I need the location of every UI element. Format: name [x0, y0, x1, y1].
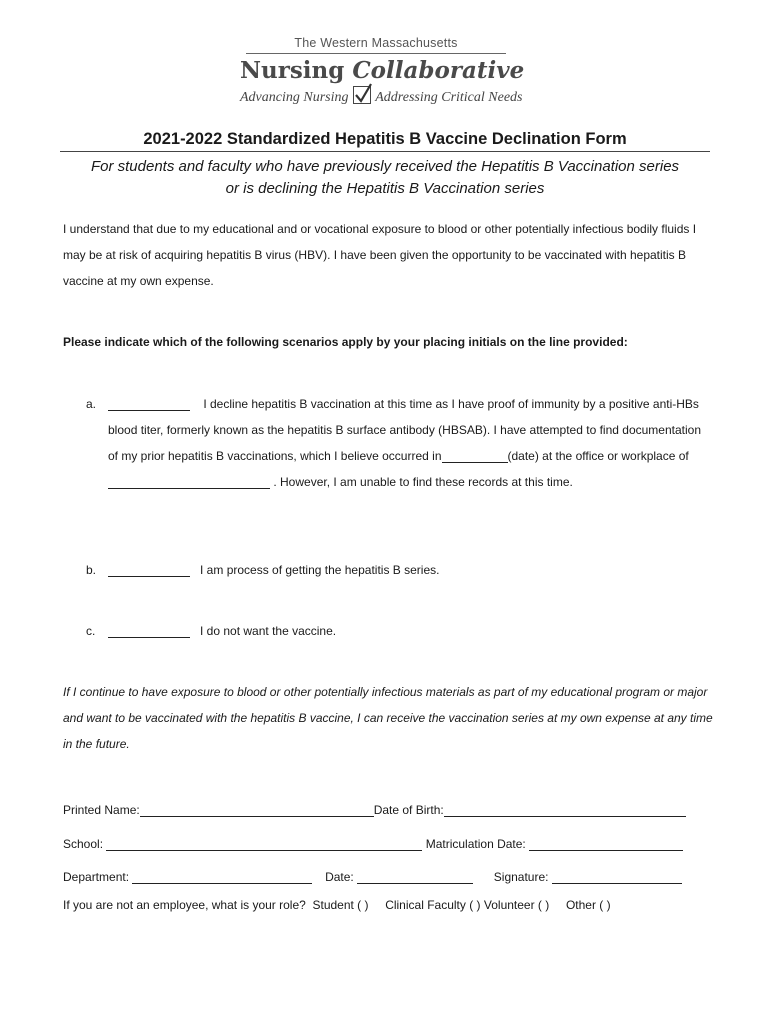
instruction-text: Please indicate which of the following scenarios apply by your placing initials on the line provided: — [63, 335, 628, 349]
logo-org-line: The Western Massachusetts — [294, 36, 458, 50]
workplace-line[interactable] — [108, 474, 270, 489]
date-occurred-line[interactable] — [442, 448, 508, 463]
subtitle-line-2: or is declining the Hepatitis B Vaccination series — [225, 180, 545, 197]
date-field[interactable] — [357, 870, 473, 884]
name-dob-row — [63, 803, 686, 817]
school-field[interactable] — [106, 837, 422, 851]
scenario-a-text-3: . However, I am unable to find these records at this time. — [273, 475, 573, 489]
scenario-a-text-1: I decline hepatitis B vaccination at this time as I have proof of immunity by a positive anti-HBs blood titer, formerly known as the hepatitis B surface antibody (HBSAB). I have attempted to find documentation of my prior hepatitis B vaccinations, which I believe occurred in — [108, 397, 701, 463]
closing-paragraph: If I continue to have exposure to blood or other potentially infectious materials as part of my educational program or major and want to be vaccinated with the hepatitis B vaccine, I can receive the vaccination series at my own expense at any time in the future. — [63, 685, 713, 751]
date-label: Date: — [325, 870, 354, 884]
subtitle-line-1: For students and faculty who have previously received the Hepatitis B Vaccination series — [90, 158, 680, 175]
nursing-collaborative-logo — [240, 36, 525, 116]
logo-name-part2: Collaborative — [352, 57, 525, 84]
form-title: 2021-2022 Standardized Hepatitis B Vaccine Declination Form — [143, 130, 627, 148]
scenario-a-date-label: (date) at — [507, 449, 553, 463]
signature-label: Signature: — [493, 870, 549, 884]
logo-divider — [246, 53, 506, 54]
printed-name-label: Printed Name: — [63, 803, 140, 817]
scenario-a-text-2: the office or workplace of — [555, 449, 689, 463]
logo-name-part1: Nursing — [240, 57, 345, 84]
title-divider — [60, 151, 710, 152]
role-volunteer-option[interactable]: Volunteer ( ) — [483, 898, 550, 912]
initials-line-b[interactable] — [108, 562, 190, 577]
role-other-option[interactable]: Other ( ) — [565, 898, 611, 912]
school-label: School: — [63, 837, 104, 851]
logo-tagline — [240, 86, 523, 106]
logo-tagline-left: Advancing Nursing — [240, 90, 349, 105]
role-clinical-faculty-option[interactable]: Clinical Faculty ( ) — [385, 898, 481, 912]
department-label: Department: — [63, 870, 130, 884]
role-question: If you are not an employee, what is your role? — [63, 898, 306, 912]
logo-name — [240, 56, 525, 86]
role-row — [63, 898, 611, 912]
dob-field[interactable] — [444, 803, 686, 817]
logo-tagline-right: Addressing Critical Needs — [375, 90, 523, 105]
printed-name-field[interactable] — [140, 803, 374, 817]
scenario-letter: b. — [86, 563, 97, 577]
checkmark-icon — [353, 86, 371, 104]
scenario-c-text: I do not want the vaccine. — [200, 624, 337, 638]
scenario-letter: a. — [86, 397, 97, 411]
intro-paragraph: I understand that due to my educational and or vocational exposure to blood or other potentially infectious bodily fluids I may be at risk of acquiring hepatitis B virus (HBV). I have been given the opportunity to be vaccinated with hepatitis B vaccine at my own expense. — [63, 222, 697, 288]
matriculation-field[interactable] — [529, 837, 683, 851]
department-row — [63, 870, 682, 884]
role-student-option[interactable]: Student ( ) — [312, 898, 369, 912]
scenario-letter: c. — [86, 624, 96, 638]
dob-label: Date of Birth: — [373, 803, 444, 817]
matriculation-label: Matriculation Date: — [425, 837, 526, 851]
scenario-b-text: I am process of getting the hepatitis B series. — [200, 563, 440, 577]
initials-line-a[interactable] — [108, 396, 190, 411]
department-field[interactable] — [132, 870, 312, 884]
signature-field[interactable] — [552, 870, 682, 884]
initials-line-c[interactable] — [108, 623, 190, 638]
school-row — [63, 837, 683, 851]
form-subtitle — [60, 156, 710, 200]
